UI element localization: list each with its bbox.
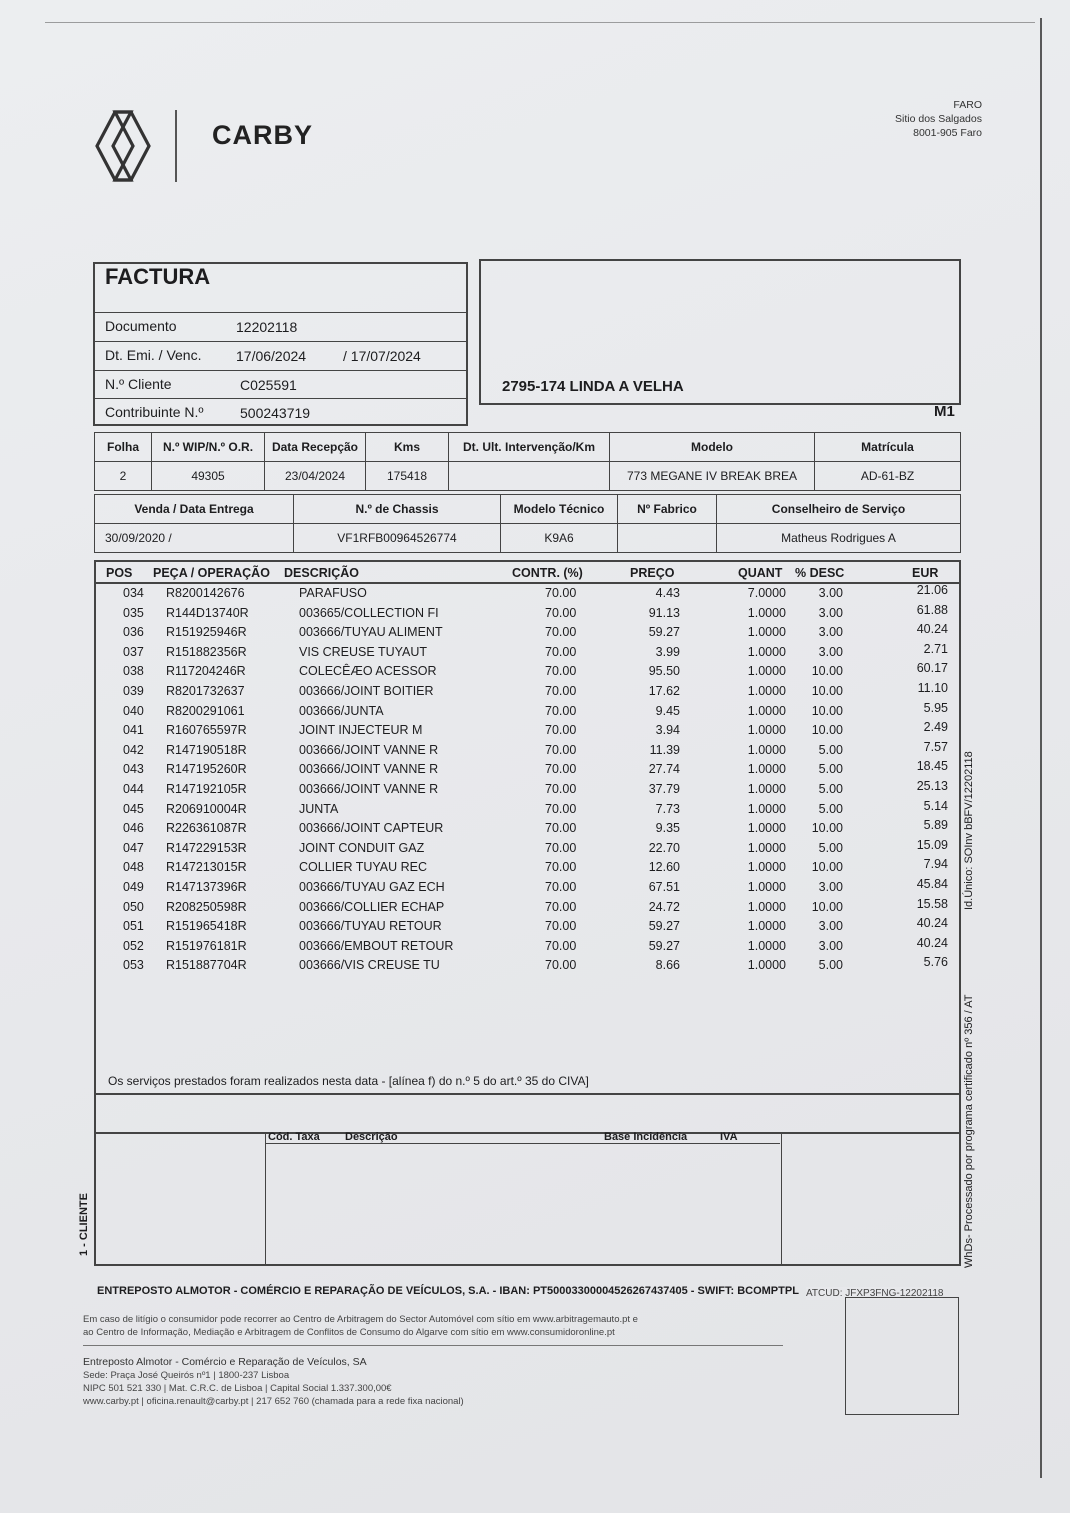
price-header: PREÇO: [630, 566, 675, 580]
table-row: [96, 798, 958, 822]
item-quantity: 1.0000: [747, 880, 786, 894]
table-row: [96, 779, 958, 802]
last-intervention-value: [449, 462, 610, 491]
renault-logo-icon: [95, 110, 151, 182]
model-header: Modelo: [610, 433, 815, 462]
item-description: 003666/VIS CREUSE TU: [299, 958, 440, 973]
item-price: 91.13: [648, 605, 680, 620]
item-discount: 10.00: [811, 860, 843, 875]
item-eur: 5.14: [923, 798, 948, 813]
description-header: DESCRIÇÃO: [284, 566, 360, 580]
invoice-title: FACTURA: [105, 264, 211, 289]
client-label: N.º Cliente: [105, 376, 172, 392]
dates-label: Dt. Emi. / Venc.: [105, 347, 202, 363]
item-eur: 2.71: [923, 641, 948, 656]
issue-date: 17/06/2024: [236, 348, 307, 364]
vehicle-table-2: [94, 494, 961, 553]
sale-date-header: Venda / Data Entrega: [95, 495, 294, 524]
item-eur: 15.09: [916, 837, 948, 852]
item-pos: 042: [123, 742, 144, 757]
item-pos: 051: [123, 919, 144, 934]
item-discount: 3.00: [818, 919, 843, 934]
table-row: [96, 661, 958, 684]
contribution-header: CONTR. (%): [512, 566, 583, 580]
item-part-ref: R208250598R: [166, 899, 247, 914]
reception-date-value: 23/04/2024: [265, 462, 366, 491]
item-eur: 7.57: [923, 739, 948, 754]
item-discount: 5.00: [818, 801, 843, 816]
item-price: 27.74: [648, 762, 680, 777]
item-quantity: 1.0000: [747, 742, 786, 757]
item-discount: 5.00: [818, 762, 843, 777]
item-discount: 5.00: [818, 958, 843, 973]
item-part-ref: R147190518R: [166, 742, 247, 757]
vehicle-header-row: [95, 433, 961, 462]
discount-header: % DESC: [795, 566, 845, 580]
item-discount: 10.00: [811, 723, 843, 738]
item-price: 7.73: [655, 801, 680, 816]
table-row: [96, 720, 958, 743]
item-contribution: 70.00: [545, 762, 577, 777]
item-contribution: 70.00: [545, 644, 577, 659]
item-discount: 10.00: [811, 664, 843, 679]
item-description: 003666/TUYAU RETOUR: [299, 919, 442, 934]
table-row: [96, 837, 958, 861]
item-discount: 10.00: [811, 821, 843, 836]
item-pos: 041: [123, 723, 144, 738]
item-price: 4.43: [655, 586, 680, 600]
last-intervention-header: Dt. Ult. Intervenção/Km: [449, 433, 610, 462]
item-eur: 60.17: [916, 661, 948, 676]
item-contribution: 70.00: [545, 625, 577, 640]
factory-number-header: Nº Fabrico: [618, 495, 717, 524]
item-price: 9.35: [655, 821, 680, 836]
due-date: / 17/07/2024: [343, 348, 421, 364]
service-advisor-value: Matheus Rodrigues A: [717, 524, 961, 553]
item-price: 24.72: [648, 899, 680, 914]
table-row: [96, 935, 958, 959]
eur-header: EUR: [912, 566, 939, 580]
part-header: PEÇA / OPERAÇÃO: [153, 566, 270, 580]
item-description: 003666/JUNTA: [299, 703, 384, 718]
model-value: 773 MEGANE IV BREAK BREA: [610, 462, 815, 491]
item-price: 67.51: [648, 880, 680, 894]
client-row: [95, 370, 467, 399]
item-eur: 18.45: [916, 759, 948, 774]
client-copy-side-text: 1 - CLIENTE: [78, 1193, 90, 1256]
item-eur: 15.58: [916, 896, 948, 911]
item-pos: 037: [123, 644, 144, 659]
item-description: PARAFUSO: [299, 586, 367, 600]
table-row: [96, 602, 958, 626]
legal-text: [83, 1356, 464, 1408]
item-part-ref: R8201732637: [166, 684, 245, 698]
client-value: C025591: [240, 377, 297, 393]
item-quantity: 1.0000: [747, 899, 786, 914]
document-code: ATCUD: JFXP3FNG-12202118: [806, 1288, 944, 1299]
item-pos: 048: [123, 860, 144, 875]
item-eur: 40.24: [916, 916, 948, 931]
tax-section-top-rule: [94, 1093, 960, 1095]
item-part-ref: R226361087R: [166, 821, 247, 836]
item-price: 95.50: [648, 664, 680, 679]
item-contribution: 70.00: [545, 742, 577, 757]
item-price: 3.94: [655, 723, 680, 738]
item-quantity: 1.0000: [747, 605, 786, 620]
item-description: 003666/TUYAU ALIMENT: [299, 625, 443, 640]
item-pos: 039: [123, 684, 144, 698]
item-eur: 7.94: [923, 857, 948, 872]
item-part-ref: R147137396R: [166, 880, 247, 894]
item-contribution: 70.00: [545, 840, 577, 855]
item-part-ref: R117204246R: [166, 664, 246, 679]
tax-description-header: Descrição: [345, 1131, 398, 1143]
item-pos: 034: [123, 586, 144, 600]
sale-date-value: 30/09/2020 /: [95, 524, 294, 553]
service-advisor-header: Conselheiro de Serviço: [717, 495, 961, 524]
item-pos: 036: [123, 625, 144, 640]
item-description: JUNTA: [299, 801, 339, 816]
item-part-ref: R206910004R: [166, 801, 247, 816]
tax-header-rule: [265, 1143, 780, 1144]
logo-divider: [175, 110, 177, 182]
plate-header: Matrícula: [815, 433, 961, 462]
copy-code: M1: [934, 403, 955, 420]
table-row: [96, 700, 958, 724]
table-row: [96, 739, 958, 763]
item-part-ref: R151965418R: [166, 919, 247, 934]
item-discount: 3.00: [818, 938, 843, 953]
table-row: [96, 857, 958, 880]
document-value: 12202118: [236, 319, 298, 335]
item-pos: 050: [123, 899, 144, 914]
table-row: [96, 622, 958, 645]
table-row: [96, 681, 958, 704]
item-price: 59.27: [648, 938, 680, 953]
tax-base-header: Base Incidência: [604, 1131, 688, 1143]
item-pos: 044: [123, 782, 144, 796]
item-eur: 61.88: [916, 602, 948, 617]
item-discount: 3.00: [818, 586, 843, 600]
wip-header: N.º WIP/N.º O.R.: [152, 433, 265, 462]
chassis-value: VF1RFB00964526774: [294, 524, 501, 553]
item-quantity: 1.0000: [747, 625, 786, 640]
item-part-ref: R151925946R: [166, 625, 247, 640]
item-discount: 3.00: [818, 644, 843, 659]
item-discount: 10.00: [811, 703, 843, 718]
item-eur: 11.10: [917, 681, 948, 695]
item-pos: 046: [123, 821, 144, 836]
tax-table-box: [265, 1132, 782, 1265]
table-row: [96, 818, 958, 841]
legal-line-4: www.carby.pt | oficina.renault@carby.pt | 217 652 760 (chamada para a rede fixa nacional): [83, 1396, 464, 1407]
agency-location: [895, 98, 982, 140]
item-pos: 047: [123, 840, 144, 855]
item-quantity: 1.0000: [747, 860, 786, 875]
item-contribution: 70.00: [545, 664, 577, 679]
item-description: 003666/JOINT VANNE R: [299, 742, 439, 757]
item-quantity: 1.0000: [747, 840, 786, 855]
item-quantity: 1.0000: [747, 782, 786, 796]
legal-line-2: Sede: Praça José Queirós nº1 | 1800-237 Lisboa: [83, 1370, 290, 1381]
item-part-ref: R147213015R: [166, 860, 247, 875]
brand-name: CARBY: [212, 120, 314, 150]
item-contribution: 70.00: [545, 880, 577, 894]
sheet-header: Folha: [95, 433, 152, 462]
item-price: 9.45: [655, 703, 680, 718]
item-description: 003666/TUYAU GAZ ECH: [299, 880, 445, 894]
kms-header: Kms: [366, 433, 449, 462]
legal-line-3: NIPC 501 521 330 | Mat. C.R.C. de Lisboa | Capital Social 1.337.300,00€: [83, 1383, 392, 1394]
item-description: 003666/COLLIER ECHAP: [299, 899, 445, 914]
sheet-value: 2: [95, 462, 152, 491]
item-contribution: 70.00: [545, 782, 577, 796]
item-pos: 035: [123, 605, 144, 620]
wip-value: 49305: [152, 462, 265, 491]
unique-id-side-text: Id.Único: SOInv bBFV/12202118: [963, 751, 975, 910]
item-description: JOINT INJECTEUR M: [299, 723, 423, 738]
table-row: [96, 955, 958, 978]
item-eur: 40.24: [916, 622, 948, 637]
item-contribution: 70.00: [545, 860, 577, 875]
item-eur: 5.76: [923, 955, 948, 970]
reception-date-header: Data Recepção: [265, 433, 366, 462]
item-part-ref: R151882356R: [166, 644, 247, 659]
taxpayer-row: [95, 398, 467, 427]
item-description: COLLIER TUYAU REC: [299, 860, 428, 875]
item-pos: 052: [123, 938, 144, 953]
table-row: [96, 896, 958, 920]
item-pos: 053: [123, 958, 144, 973]
certified-program-side-text: WhDs- Processado por programa certificado nº 356 / AT: [963, 994, 975, 1268]
item-price: 17.62: [648, 684, 680, 698]
factory-number-value: [618, 524, 717, 553]
item-contribution: 70.00: [545, 703, 577, 718]
item-description: 003666/JOINT BOITIER: [299, 684, 434, 698]
taxpayer-label: Contribuinte N.º: [105, 404, 204, 420]
tax-code-header: Cód. Taxa: [268, 1131, 320, 1143]
table-row: [96, 583, 958, 606]
item-price: 59.27: [648, 625, 680, 640]
item-quantity: 1.0000: [747, 684, 786, 698]
item-eur: 5.89: [923, 818, 948, 833]
company-iban-line: ENTREPOSTO ALMOTOR - COMÉRCIO E REPARAÇÃO DE VEÍCULOS, S.A. - IBAN: PT50003300004526267437405 - SWIFT: BCOMPTPL: [97, 1285, 799, 1297]
item-description: 003666/JOINT VANNE R: [299, 782, 439, 796]
item-contribution: 70.00: [545, 586, 577, 600]
item-quantity: 1.0000: [747, 919, 786, 934]
item-quantity: 1.0000: [747, 958, 786, 973]
item-description: JOINT CONDUIT GAZ: [299, 840, 425, 855]
item-pos: 045: [123, 801, 144, 816]
item-price: 12.60: [648, 860, 680, 875]
item-quantity: 1.0000: [747, 821, 786, 836]
agency-city: FARO: [953, 99, 982, 111]
table-row: [96, 877, 958, 900]
item-quantity: 1.0000: [747, 938, 786, 953]
item-eur: 45.84: [916, 877, 948, 891]
quantity-header: QUANT: [738, 566, 783, 580]
item-discount: 5.00: [818, 782, 843, 796]
item-contribution: 70.00: [545, 723, 577, 738]
item-eur: 25.13: [916, 779, 948, 793]
item-quantity: 1.0000: [747, 664, 786, 679]
agency-postcode: 8001-905 Faro: [913, 127, 982, 139]
table-row: [96, 759, 958, 782]
item-pos: 049: [123, 880, 144, 894]
item-contribution: 70.00: [545, 684, 577, 698]
top-rule: [45, 22, 1035, 23]
table-row: [96, 641, 958, 665]
tech-model-value: K9A6: [501, 524, 618, 553]
dispute-text: [83, 1313, 638, 1339]
item-description: 003666/EMBOUT RETOUR: [299, 938, 454, 953]
item-discount: 5.00: [818, 742, 843, 757]
vehicle-value-row-2: [95, 524, 961, 553]
items-header-rule: [94, 582, 960, 584]
item-pos: 040: [123, 703, 144, 718]
legal-line-1: Entreposto Almotor - Comércio e Reparação de Veículos, SA: [83, 1356, 367, 1368]
item-quantity: 1.0000: [747, 703, 786, 718]
item-discount: 3.00: [818, 880, 843, 894]
vehicle-table: [94, 432, 961, 491]
item-quantity: 7.0000: [747, 586, 786, 600]
item-part-ref: R8200142676: [166, 586, 245, 600]
item-discount: 3.00: [818, 605, 843, 620]
item-price: 8.66: [655, 958, 680, 973]
item-description: COLECÊÆO ACESSOR: [299, 664, 437, 679]
item-description: 003665/COLLECTION FI: [299, 605, 439, 620]
item-discount: 3.00: [818, 625, 843, 640]
taxpayer-value: 500243719: [240, 405, 311, 421]
item-description: VIS CREUSE TUYAUT: [299, 644, 428, 659]
item-contribution: 70.00: [545, 938, 577, 953]
item-discount: 5.00: [818, 840, 843, 855]
item-description: 003666/JOINT CAPTEUR: [299, 821, 444, 836]
customer-address: 2795-174 LINDA A VELHA: [502, 378, 684, 395]
tax-iva-header: IVA: [720, 1131, 738, 1143]
chassis-header: N.º de Chassis: [294, 495, 501, 524]
document-row: [95, 312, 467, 341]
item-discount: 10.00: [811, 899, 843, 914]
page-edge-line: [1040, 18, 1042, 1478]
services-note: Os serviços prestados foram realizados nesta data - [alínea f) do n.º 5 do art.º 35 do CIVA]: [108, 1074, 589, 1088]
qr-code-box: [845, 1297, 959, 1415]
plate-value: AD-61-BZ: [815, 462, 961, 491]
agency-street: Sitio dos Salgados: [895, 113, 982, 125]
item-quantity: 1.0000: [747, 644, 786, 659]
vehicle-header-row-2: [95, 495, 961, 524]
item-part-ref: R8200291061: [166, 703, 245, 718]
item-contribution: 70.00: [545, 958, 577, 973]
item-part-ref: R147195260R: [166, 762, 247, 777]
document-label: Documento: [105, 318, 177, 334]
item-part-ref: R151976181R: [166, 938, 247, 953]
tech-model-header: Modelo Técnico: [501, 495, 618, 524]
item-part-ref: R147229153R: [166, 840, 247, 855]
item-price: 37.79: [648, 782, 680, 796]
item-pos: 043: [123, 762, 144, 777]
footer-rule: [83, 1345, 783, 1346]
item-quantity: 1.0000: [747, 801, 786, 816]
item-eur: 40.24: [916, 935, 948, 950]
dispute-line-1: Em caso de litígio o consumidor pode recorrer ao Centro de Arbitragem do Sector Automóvel com sítio em www.arbitragemauto.pt e: [83, 1314, 638, 1325]
dates-row: [95, 341, 467, 370]
vehicle-value-row: [95, 462, 961, 491]
item-eur: 2.49: [923, 720, 948, 735]
item-discount: 10.00: [811, 684, 843, 698]
item-eur: 21.06: [916, 583, 948, 597]
item-part-ref: R151887704R: [166, 958, 247, 973]
item-eur: 5.95: [923, 700, 948, 715]
item-description: 003666/JOINT VANNE R: [299, 762, 439, 777]
item-contribution: 70.00: [545, 919, 577, 934]
item-contribution: 70.00: [545, 821, 577, 836]
item-part-ref: R160765597R: [166, 723, 247, 738]
item-contribution: 70.00: [545, 899, 577, 914]
item-pos: 038: [123, 664, 144, 679]
item-price: 22.70: [648, 840, 680, 855]
item-price: 59.27: [648, 919, 680, 934]
item-quantity: 1.0000: [747, 723, 786, 738]
item-part-ref: R147192105R: [166, 782, 247, 796]
table-row: [96, 916, 958, 939]
kms-value: 175418: [366, 462, 449, 491]
item-price: 11.39: [649, 742, 680, 757]
dispute-line-2: ao Centro de Informação, Mediação e Arbitragem de Conflitos de Consumo do Algarve com sítio em www.consumidoronline.pt: [83, 1327, 615, 1338]
item-contribution: 70.00: [545, 605, 577, 620]
item-quantity: 1.0000: [747, 762, 786, 777]
item-contribution: 70.00: [545, 801, 577, 816]
item-part-ref: R144D13740R: [166, 605, 249, 620]
pos-header: POS: [106, 566, 133, 580]
item-price: 3.99: [655, 644, 680, 659]
